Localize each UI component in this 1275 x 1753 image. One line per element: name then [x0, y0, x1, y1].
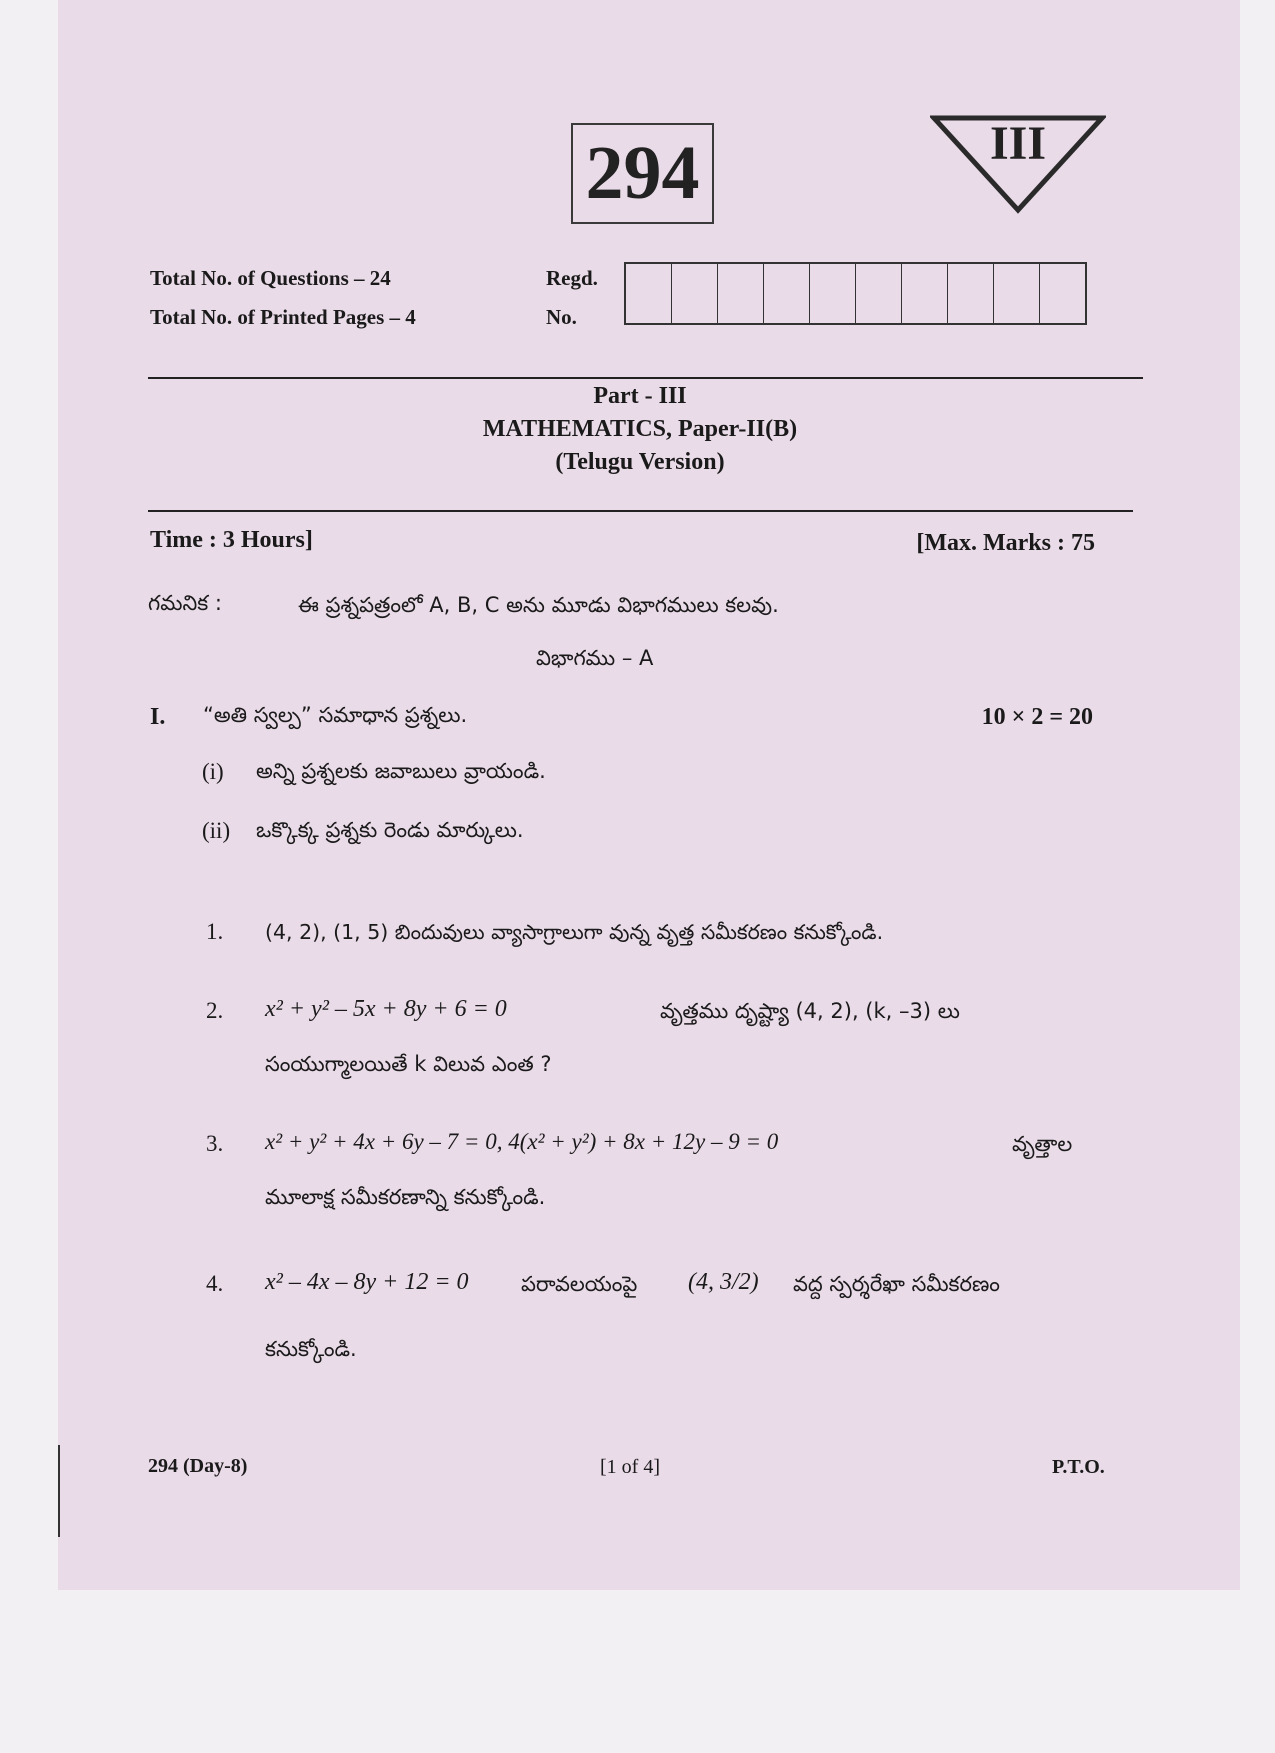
regd-cell[interactable] — [902, 264, 948, 323]
regd-cell[interactable] — [948, 264, 994, 323]
regd-cell[interactable] — [856, 264, 902, 323]
regd-cell[interactable] — [718, 264, 764, 323]
regd-cell[interactable] — [810, 264, 856, 323]
regd-cell[interactable] — [672, 264, 718, 323]
question-number: 4. — [206, 1271, 224, 1296]
question-text: కనుక్కోండి. — [265, 1337, 357, 1361]
section-heading: “అతి స్వల్ప” సమాధాన ప్రశ్నలు. — [203, 703, 468, 727]
section-title: విభాగము – A — [536, 646, 654, 670]
pto-label: P.T.O. — [1052, 1456, 1105, 1478]
divider — [148, 377, 1143, 379]
question-number: 2. — [206, 998, 224, 1023]
set-label: III — [989, 117, 1047, 170]
note-text: ఈ ప్రశ్నపత్రంలో A, B, C అను మూడు విభాగములు కలవు. — [298, 593, 779, 617]
exam-sheet — [58, 0, 1240, 1590]
version-title: (Telugu Version) — [555, 449, 725, 475]
instruction-text: అన్ని ప్రశ్నలకు జవాబులు వ్రాయండి. — [256, 759, 546, 783]
scan-mark — [58, 1445, 60, 1537]
footer-code: 294 (Day-8) — [148, 1455, 248, 1477]
divider — [148, 510, 1133, 512]
question-equation: x² – 4x – 8y + 12 = 0 — [265, 1269, 469, 1295]
part-title: Part - III — [593, 383, 687, 409]
section-marks: 10 × 2 = 20 — [981, 704, 1093, 730]
instruction-text: ఒక్కొక్క ప్రశ్నకు రెండు మార్కులు. — [256, 818, 524, 842]
note-label: గమనిక : — [148, 591, 222, 615]
total-pages: Total No. of Printed Pages – 4 — [150, 305, 416, 329]
paper-code-box: 294 — [571, 123, 714, 224]
question-equation: x² + y² + 4x + 6y – 7 = 0, 4(x² + y²) + 8x + 12y – 9 = 0 — [265, 1129, 779, 1154]
question-text: మూలాక్ష సమీకరణాన్ని కనుక్కోండి. — [265, 1185, 546, 1209]
page-number: [1 of 4] — [600, 1456, 660, 1478]
instruction-num: (i) — [202, 759, 224, 784]
subject-title: MATHEMATICS, Paper-II(B) — [482, 416, 798, 442]
question-point: (4, 3/2) — [688, 1269, 759, 1295]
regd-cell[interactable] — [994, 264, 1040, 323]
question-text: సంయుగ్మాలయితే k విలువ ఎంత ? — [265, 1052, 552, 1076]
question-text: వద్ద స్పర్శరేఖా సమీకరణం — [793, 1272, 1000, 1296]
total-questions: Total No. of Questions – 24 — [150, 266, 391, 290]
question-number: 3. — [206, 1131, 224, 1156]
question-equation: x² + y² – 5x + 8y + 6 = 0 — [265, 996, 507, 1022]
regd-label: Regd. — [546, 266, 598, 290]
regd-cell[interactable] — [764, 264, 810, 323]
regd-number-grid[interactable] — [624, 262, 1087, 325]
question-text: వృత్తాల — [1012, 1132, 1073, 1156]
section-roman: I. — [150, 704, 166, 730]
question-text: (4, 2), (1, 5) బిందువులు వ్యాసాగ్రాలుగా వున్న వృత్త సమీకరణం కనుక్కోండి. — [265, 920, 884, 944]
max-marks: [Max. Marks : 75 — [916, 530, 1095, 556]
regd-cell[interactable] — [626, 264, 672, 323]
instruction-num: (ii) — [202, 818, 231, 843]
regd-cell[interactable] — [1040, 264, 1085, 323]
question-text: పరావలయంపై — [521, 1272, 638, 1296]
question-number: 1. — [206, 919, 224, 944]
time-allowed: Time : 3 Hours] — [150, 527, 313, 553]
no-label: No. — [546, 305, 577, 329]
question-text: వృత్తము దృష్ట్యా (4, 2), (k, –3) లు — [660, 999, 960, 1023]
